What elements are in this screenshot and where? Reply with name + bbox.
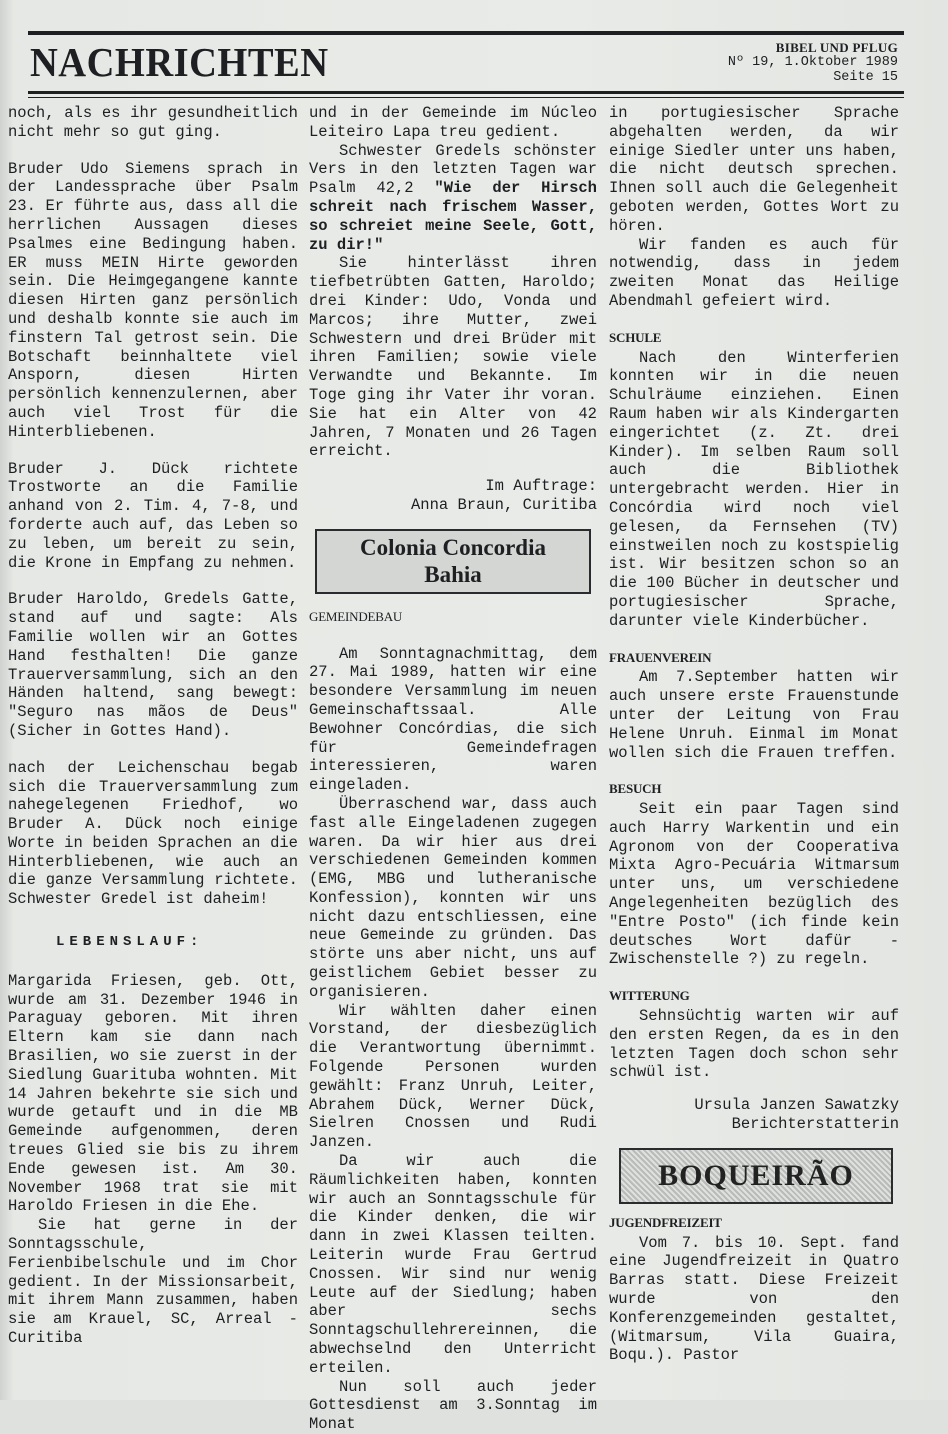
paragraph: Am Sonntagnachmittag, dem 27. Mai 1989, hatten wir eine besondere Versammlung im neuen Gemeinschaftssaal. Alle Bewohner Concórdias, die sich für Gemeindefragen interessieren, waren eingeladen. <box>309 644 597 795</box>
publication-name: BIBEL UND PFLUG <box>775 40 898 55</box>
column-1 <box>8 104 298 1348</box>
gemeindebau-heading: GEMEINDEBAU <box>309 608 403 624</box>
paragraph <box>309 142 597 255</box>
paragraph: Überraschend war, dass auch fast alle Eingeladenen zugegen waren. Da wir hier aus drei verschiedenen Gemeinden kommen (EMG, MBG und lutheranische Konfession), konnten wir uns nicht dazu entschliessen, eine neue Gemeinde zu gründen. Das störte uns aber nicht, uns auf geistlichem Gebiet besser zu organisieren. <box>309 794 597 1001</box>
lebenslauf-heading: LEBENSLAUF: <box>56 934 204 951</box>
paragraph: Da wir auch die Räumlichkeiten haben, konnten wir auch an Sonntagsschule für die Kinder denken, die wir dann in zwei Klassen teilten. Leiterin wurde Frau Gertrud Cnossen. Wir sind nur wenig Leute auf der Siedlung; haben aber sechs Sonntagschullehrereinnen, die abwechselnd den Unterricht erteilen. <box>309 1152 597 1377</box>
paragraph: noch, als es ihr gesundheitlich nicht mehr so gut ging. <box>8 104 298 141</box>
jugendfreizeit-heading: JUGENDFREIZEIT <box>609 1214 722 1230</box>
paragraph: Sie hinterlässt ihren tiefbetrübten Gatten, Haroldo; drei Kinder: Udo, Vonda und Marcos; ihre Mutter, zwei Schwestern und drei Brüder mit ihren Familien; sowie viele Verwandte und Bekannte. Im Toge ging ihr Vater ihr voran. Sie hat ein Alter von 42 Jahren, 7 Monaten und 26 Tagen erreicht. <box>309 254 597 461</box>
paragraph: und in der Gemeinde im Núcleo Leiteiro Lapa treu gedient. <box>309 104 597 141</box>
witterung-heading: WITTERUNG <box>609 988 690 1004</box>
verse-quote: "Wie der Hirsch schreit nach frischem Wasser, so schreiet meine Seele, Gott, zu dir!" <box>309 179 597 254</box>
paragraph: Sehnsüchtig warten wir auf den ersten Regen, da es in den letzten Tagen doch schon sehr schwül ist. <box>609 1007 899 1082</box>
column-2 <box>309 104 597 1434</box>
paragraph: Margarida Friesen, geb. Ott, wurde am 31. Dezember 1946 in Paraguay geboren. Mit ihren Eltern kam sie dann nach Brasilien, wo sie zuerst in der Siedlung Guarituba wohnten. Mit 14 Jahren bekehrte sie sich und wurde getauft und in die MB Gemeinde aufgenommen, deren treues Glied sie bis zu ihrem Ende gewesen ist. Am 30. November 1968 trat sie mit Haroldo Friesen in die Ehe. <box>8 971 298 1216</box>
colonia-concordia-box <box>315 529 591 594</box>
issue-number: Nº 19, 1.Oktober 1989 <box>727 55 898 70</box>
paragraph: Wir wählten daher einen Vorstand, der diesbezüglich die Verantwortung übernimmt. Folgende Personen wurden gewählt: Franz Unruh, Leiter, Abrahem Dück, Werner Dück, Sielren Cnossen und Rudi Janzen. <box>309 1001 597 1152</box>
schule-heading: SCHULE <box>609 329 662 345</box>
paragraph: nach der Leichenschau begab sich die Trauerversammlung zum nahegelegenen Friedhof, wo Bruder A. Dück noch einige Worte in beiden Sprachen an die Hinterbliebenen, wie auch an die ganze Versammlung richtete. Schwester Gredel ist daheim! <box>8 758 298 909</box>
paragraph: Vom 7. bis 10. Sept. fand eine Jugendfreizeit in Quatro Barras statt. Diese Freizeit wurde von den Konferenzgemeinden gestaltet, (Witmarsum, Vila Guaira, Boqu.). Pastor <box>609 1233 899 1365</box>
signature-name: Ursula Janzen Sawatzky <box>694 1096 899 1115</box>
top-rule <box>28 31 904 35</box>
paragraph: Sie hat gerne in der Sonntagsschule, Ferienbibelschule und im Chor gedient. In der Missionsarbeit, mit ihrem Mann zusammen, haben sie am Krauel, SC, Arreal - Curitiba <box>8 1216 298 1348</box>
paragraph: Wir fanden es auch für notwendig, dass in jedem zweiten Monat das Heilige Abendmahl gefeiert wird. <box>609 235 899 310</box>
page-number: Seite 15 <box>833 70 898 85</box>
section-title: NACHRICHTEN <box>30 39 329 85</box>
frauenverein-heading: FRAUENVEREIN <box>609 649 712 665</box>
paragraph: Bruder Haroldo, Gredels Gatte, stand auf und sagte: Als Familie wollen wir an Gottes Hand festhalten! Die ganze Trauerversammlung, sich an den Händen haltend, sang bewegt: "Seguro nas mãos de Deus" (Sicher in Gottes Hand). <box>8 590 298 740</box>
box-title-line2: Bahia <box>424 561 482 587</box>
paragraph: Seit ein paar Tagen sind auch Harry Warkentin und ein Agronom von der Cooperativa Mixta Agro-Pecuária Witmarsum unter uns, um verschiedene Angelegenheiten bezüglich des "Entre Posto" (ich finde kein deutsches Wort dafür - Zwischenstelle ?) zu regeln. <box>609 800 899 969</box>
header-rule <box>28 91 904 94</box>
verse-intro: Schwester Gredels schönster Vers in den letzten Tagen war Psalm 42,2 <box>309 141 597 198</box>
paragraph: Nach den Winterferien konnten wir in die neuen Schulräume einziehen. Einen Raum haben wir als Kindergarten eingerichtet (z. Zt. drei Kinder). Im selben Raum soll auch die Bibliothek untergebracht werden. Hier in Concórdia wird noch viel gelesen, da Fernsehen (TV) einstweilen noch zu kostspielig ist. Wir besitzen schon so an die 100 Bücher in deutscher und portugiesischer Sprache, darunter viele Kinderbücher. <box>609 348 899 630</box>
paragraph: Bruder J. Dück richtete Trostworte an die Familie anhand von 2. Tim. 4, 7-8, und forderte auch auf, das Leben so zu leben, um bereit zu sein, die Krone in Empfang zu nehmen. <box>8 459 298 572</box>
signature-name: Anna Braun, Curitiba <box>410 495 597 514</box>
paragraph: Am 7.September hatten wir auch unsere erste Frauenstunde unter der Leitung von Frau Helene Unruh. Einmal im Monat wollen sich die Frauen treffen. <box>609 668 899 762</box>
box-title: BOQUEIRÃO <box>658 1158 854 1192</box>
besuch-heading: BESUCH <box>609 781 662 797</box>
paragraph: Bruder Udo Siemens sprach in der Landessprache über Psalm 23. Er führte aus, dass all die herrlichen Aussagen dieses Psalmes eine Bedingung haben. ER muss MEIN Hirte geworden sein. Die Heimgegangene kannte diesen Hirten ganz persönlich und deshalb konnte sie auch im finstern Tal getrost sein. Die Botschaft beinnhaltete viel Ansporn, diesen Hirten persönlich kennenzulernen, aber auch viel Trost für die Hinterbliebenen. <box>8 159 298 441</box>
boqueirao-box <box>619 1148 893 1204</box>
signature-line: Im Auftrage: <box>485 477 597 496</box>
issue-info <box>728 40 898 85</box>
signature-role: Berichterstatterin <box>731 1115 899 1134</box>
box-title-line1: Colonia Concordia <box>360 534 546 560</box>
column-3 <box>609 104 899 1365</box>
paragraph: Nun soll auch jeder Gottesdienst am 3.Sonntag im Monat <box>309 1377 597 1434</box>
paragraph: in portugiesischer Sprache abgehalten werden, da wir einige Siedler unter uns haben, die nicht deutsch sprechen. Ihnen soll auch die Gelegenheit geboten werden, Gottes Wort zu hören. <box>609 104 899 235</box>
header-rule-thin <box>28 97 904 98</box>
